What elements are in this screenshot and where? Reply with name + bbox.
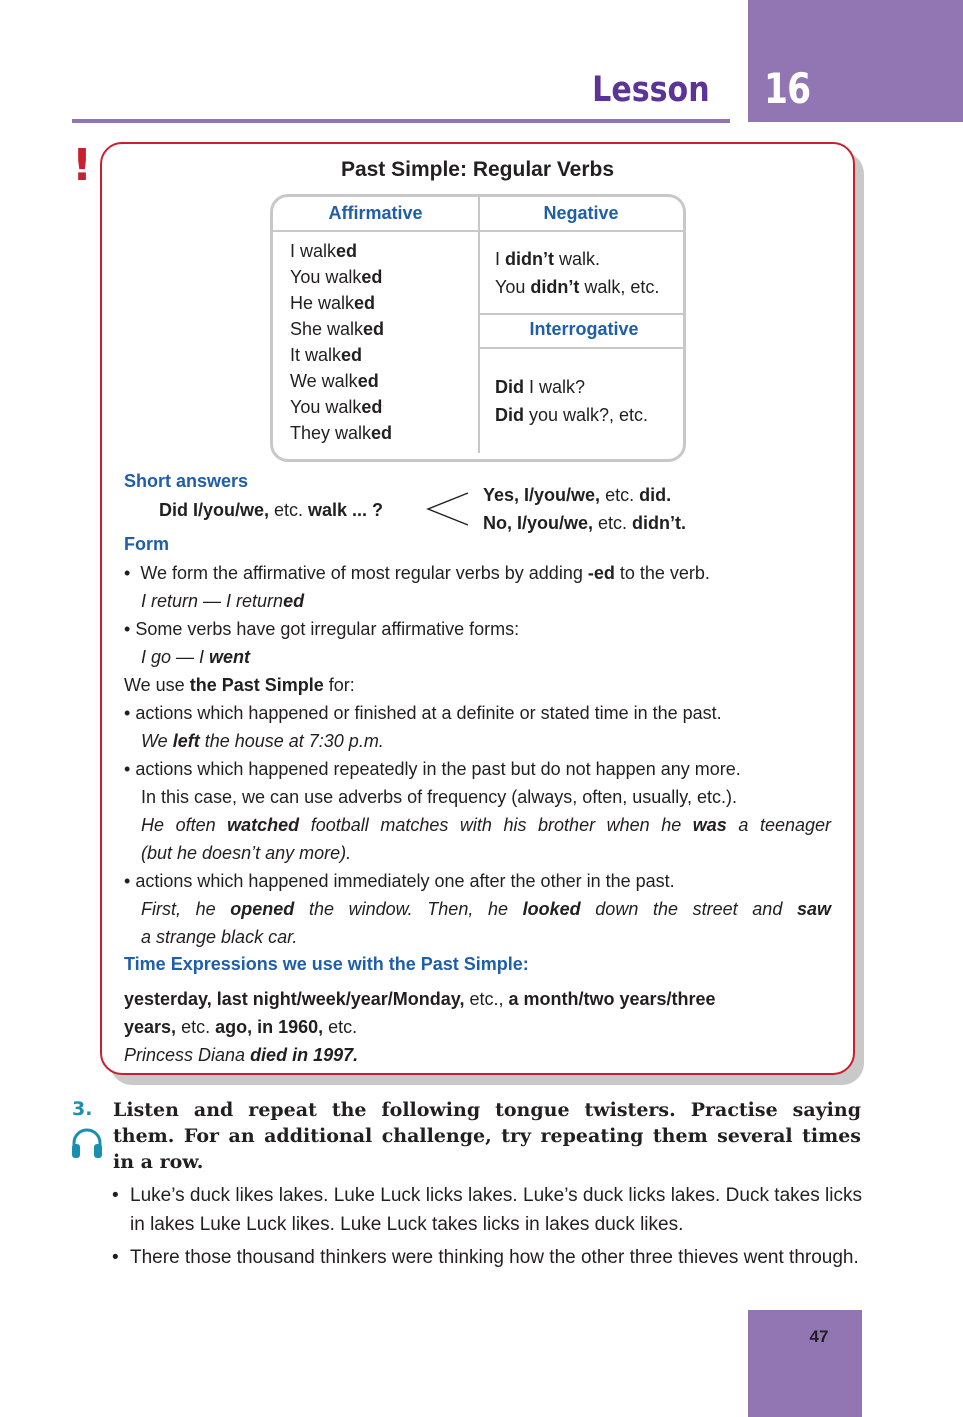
short-answers-heading: Short answers: [124, 471, 249, 491]
form-bullet-1: • We form the affirmative of most regular verbs by adding -ed to the verb.: [124, 563, 710, 583]
usage-bullet-2: • actions which happened repeatedly in the past but do not happen any more.: [124, 759, 741, 779]
list-item: I walked: [290, 241, 358, 261]
short-answer-yes: Yes, I/you/we, etc. did.: [483, 485, 672, 505]
headphones-icon[interactable]: [70, 1128, 104, 1160]
header-rule: [72, 119, 730, 123]
exercise-instruction: Listen and repeat the following tongue twisters. Practise saying them. For an additional challenge, try repeating them several times in a row.: [113, 1099, 861, 1173]
list-item: You didn’t walk, etc.: [495, 277, 660, 297]
list-item: It walked: [290, 345, 363, 365]
list-item: She walked: [290, 319, 385, 339]
form-example-2: I go — I went: [141, 647, 251, 667]
tongue-twister-2: • There those thousand thinkers were thinking how the other three thieves went through.: [112, 1243, 862, 1272]
exclamation-icon: !: [72, 140, 93, 191]
table-divider: [273, 230, 478, 232]
page-number: 47: [809, 1327, 829, 1346]
usage-example-2-continuation: (but he doesn’t any more).: [141, 843, 352, 863]
list-item: I didn’t walk.: [495, 249, 601, 269]
branch-bracket-icon: [424, 492, 470, 526]
list-item: You walked: [290, 397, 383, 417]
time-expressions-line-1: yesterday, last night/week/year/Monday, etc., a month/two years/three: [124, 989, 716, 1009]
list-item: You walked: [290, 267, 383, 287]
lesson-number: 16: [764, 64, 811, 113]
short-answer-no: No, I/you/we, etc. didn’t.: [483, 513, 687, 533]
usage-example-2: He often watched football matches with his brother when he was a teenager: [141, 815, 832, 835]
table-divider: [480, 230, 686, 232]
table-divider: [480, 347, 686, 349]
form-example-1: I return — I returned: [141, 591, 305, 611]
form-bullet-2: • Some verbs have got irregular affirmative forms:: [124, 619, 520, 639]
exercise-number: 3.: [72, 1098, 93, 1120]
usage-intro: We use the Past Simple for:: [124, 675, 355, 695]
affirmative-list: [290, 238, 392, 446]
table-divider: [480, 313, 686, 315]
usage-bullet-3: • actions which happened immediately one after the other in the past.: [124, 871, 675, 891]
usage-example-3-continuation: a strange black car.: [141, 927, 298, 947]
bullet: •: [112, 1185, 119, 1206]
time-expressions-example: Princess Diana died in 1997.: [124, 1045, 359, 1065]
list-item: Did you walk?, etc.: [495, 405, 649, 425]
list-item: We walked: [290, 371, 379, 391]
interrogative-heading: Interrogative: [529, 319, 639, 339]
tongue-twister-1: • Luke’s duck likes lakes. Luke Luck licks lakes. Luke’s duck licks lakes. Duck takes licks in lakes Luke Luck likes. Luke Luck takes licks in lakes duck likes.: [112, 1181, 862, 1239]
bullet: •: [112, 1247, 119, 1268]
affirmative-heading: Affirmative: [328, 203, 423, 223]
negative-list: [495, 245, 659, 301]
lesson-label: Lesson: [592, 70, 710, 110]
time-expressions-heading: Time Expressions we use with the Past Simple:: [124, 954, 529, 974]
usage-bullet-2-continuation: In this case, we can use adverbs of frequency (always, often, usually, etc.).: [141, 787, 737, 807]
usage-bullet-1: • actions which happened or finished at a definite or stated time in the past.: [124, 703, 722, 723]
time-expressions-line-2: years, etc. ago, in 1960, etc.: [124, 1017, 358, 1037]
short-answer-question: Did I/you/we, etc. walk ... ?: [159, 500, 384, 520]
usage-example-1: We left the house at 7:30 p.m.: [141, 731, 384, 751]
form-heading: Form: [124, 534, 169, 554]
list-item: He walked: [290, 293, 376, 313]
list-item: Did I walk?: [495, 377, 586, 397]
negative-heading: Negative: [543, 203, 619, 223]
grammar-box-title: Past Simple: Regular Verbs: [340, 158, 615, 181]
interrogative-list: [495, 373, 648, 429]
list-item: They walked: [290, 423, 393, 443]
usage-example-3: First, he opened the window. Then, he looked down the street and saw: [141, 899, 831, 919]
